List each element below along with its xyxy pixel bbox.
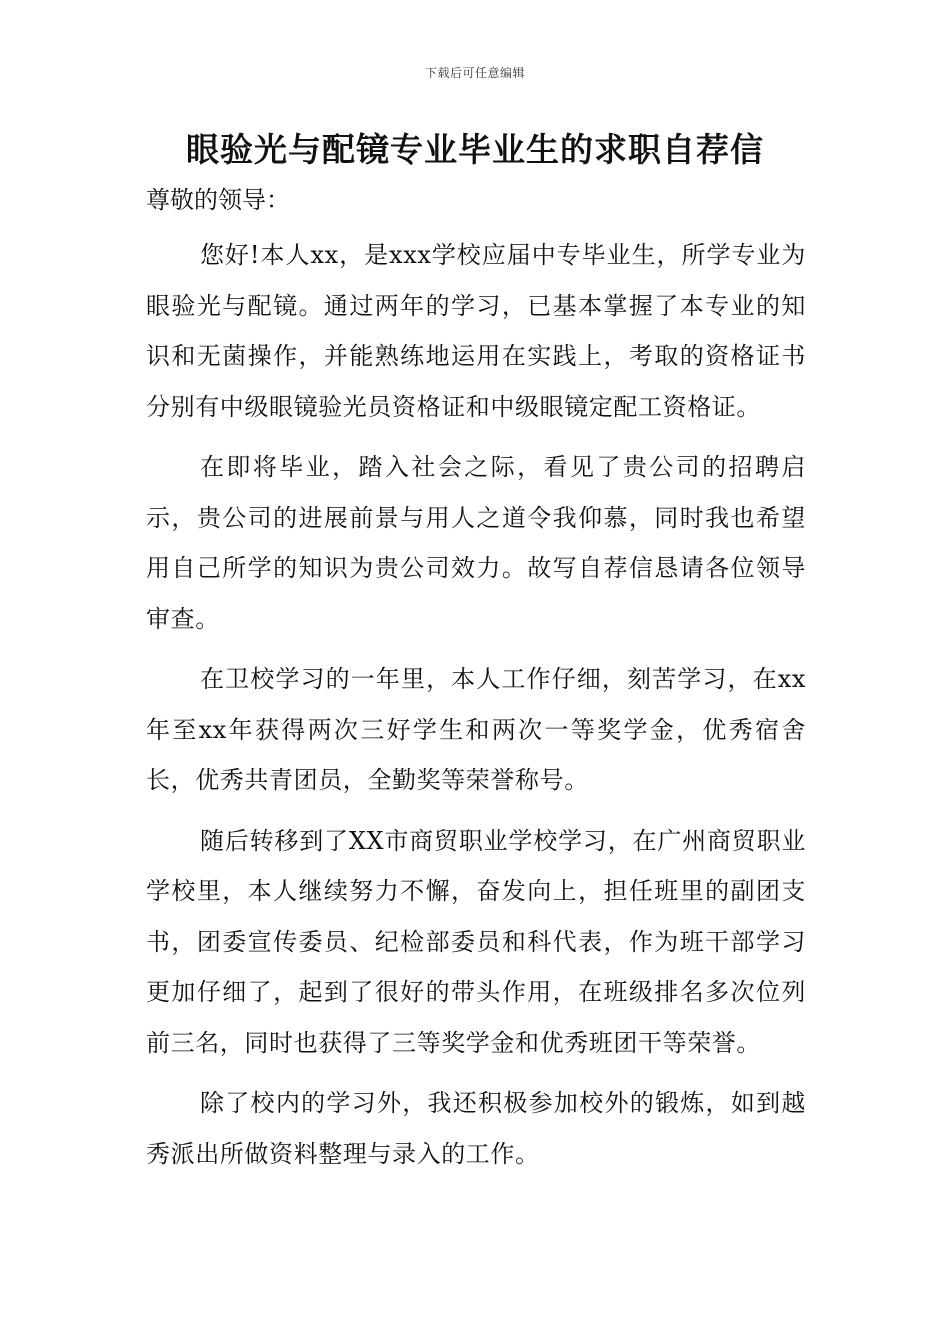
document-title: 眼验光与配镜专业毕业生的求职自荐信 [186, 130, 764, 169]
paragraph-1: 您好!本人xx，是xxx学校应届中专毕业生，所学专业为眼验光与配镜。通过两年的学习，已基本掌握了本专业的知识和无菌操作，并能熟练地运用在实践上，考取的资格证书分别有中级眼镜验光员资格证和中级眼镜定配工资格证。 [146, 241, 806, 421]
letter-body [146, 230, 806, 1189]
paragraph-2: 在即将毕业，踏入社会之际，看见了贵公司的招聘启示，贵公司的进展前景与用人之道令我仰慕，同时我也希望用自己所学的知识为贵公司效力。故写自荐信恳请各位领导审查。 [146, 453, 806, 633]
paragraph-3: 在卫校学习的一年里，本人工作仔细，刻苦学习，在xx年至xx年获得两次三好学生和两次一等奖学金，优秀宿舍长，优秀共青团员，全勤奖等荣誉称号。 [146, 665, 806, 794]
greeting: 尊敬的领导： [146, 186, 290, 214]
header-note: 下载后可任意编辑 [424, 66, 525, 80]
paragraph-5: 除了校内的学习外，我还积极参加校外的锻炼，如到越秀派出所做资料整理与录入的工作。 [146, 1089, 806, 1168]
paragraph-4: 随后转移到了XX市商贸职业学校学习，在广州商贸职业学校里，本人继续努力不懈，奋发向上，担任班里的副团支书，团委宣传委员、纪检部委员和科代表，作为班干部学习更加仔细了，起到了很好的带头作用，在班级排名多次位列前三名，同时也获得了三等奖学金和优秀班团干等荣誉。 [146, 826, 806, 1057]
